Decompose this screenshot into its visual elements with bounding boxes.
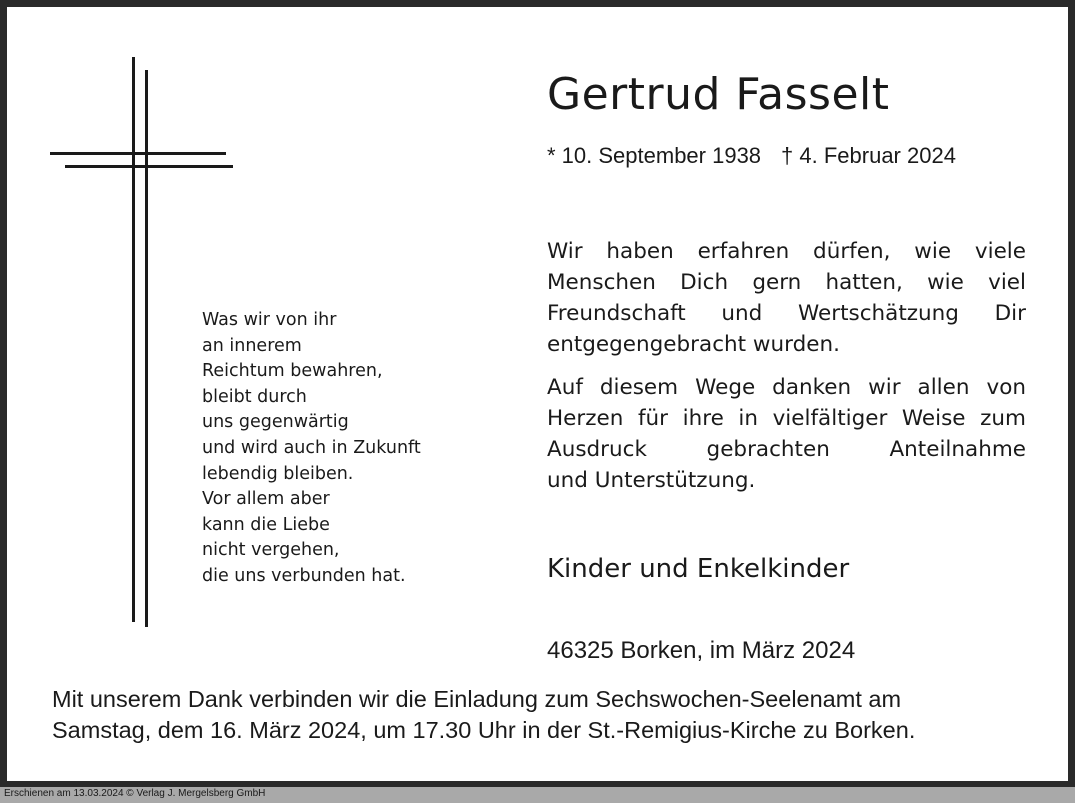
poem-line: kann die Liebe: [202, 514, 330, 535]
poem-line: die uns verbunden hat.: [202, 565, 406, 586]
paragraph-line: Ausdruck gebrachten Anteilnahme: [547, 437, 1026, 462]
paragraph-line: entgegengebracht wurden.: [547, 332, 840, 357]
mass-invitation: [52, 684, 915, 746]
birth-date: * 10. September 1938: [547, 143, 762, 168]
obituary-card: [7, 7, 1068, 781]
deceased-name: Gertrud Fasselt: [547, 69, 890, 120]
life-dates: [547, 143, 956, 169]
memorial-poem: [202, 308, 421, 590]
poem-line: nicht vergehen,: [202, 540, 340, 561]
paragraph-line: Freundschaft und Wertschätzung Dir: [547, 301, 1026, 326]
thanks-paragraph-1: [547, 236, 1026, 360]
paragraph-line: Auf diesem Wege danken wir allen von: [547, 375, 1026, 400]
poem-line: Reichtum bewahren,: [202, 361, 383, 382]
family-signature: Kinder und Enkelkinder: [547, 554, 850, 584]
paragraph-line: Wir haben erfahren dürfen, wie viele: [547, 239, 1026, 264]
publication-footer: [0, 787, 1075, 803]
poem-line: bleibt durch: [202, 386, 307, 407]
poem-line: uns gegenwärtig: [202, 412, 349, 433]
poem-line: Was wir von ihr: [202, 310, 337, 330]
paragraph-line: und Unterstützung.: [547, 468, 756, 493]
place-date: 46325 Borken, im März 2024: [547, 637, 856, 664]
poem-line: Vor allem aber: [202, 489, 330, 510]
invitation-line: Samstag, dem 16. März 2024, um 17.30 Uhr in der St.-Remigius-Kirche zu Borken.: [52, 717, 916, 743]
poem-line: an innerem: [202, 335, 302, 356]
poem-line: lebendig bleiben.: [202, 463, 354, 484]
paragraph-line: Menschen Dich gern hatten, wie viel: [547, 270, 1026, 295]
thanks-paragraph-2: [547, 372, 1026, 496]
death-date: † 4. Februar 2024: [781, 143, 956, 168]
paragraph-line: Herzen für ihre in vielfältiger Weise zum: [547, 406, 1026, 431]
invitation-line: Mit unserem Dank verbinden wir die Einladung zum Sechswochen-Seelenamt am: [52, 686, 902, 712]
poem-line: und wird auch in Zukunft: [202, 437, 421, 458]
footer-text: Erschienen am 13.03.2024 © Verlag J. Mergelsberg GmbH: [4, 788, 266, 799]
